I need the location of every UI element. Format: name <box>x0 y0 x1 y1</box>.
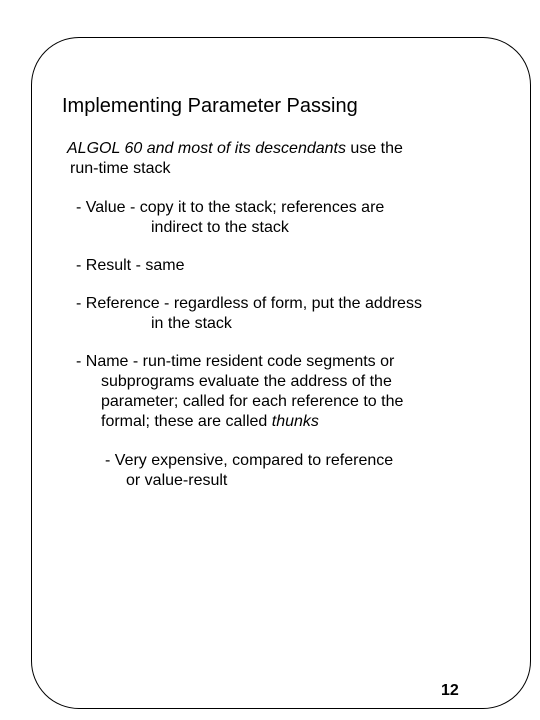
bullet-value-line-2: indirect to the stack <box>151 219 289 236</box>
bullet-value-line-1: - Value - copy it to the stack; references are <box>76 199 385 216</box>
bullet-name-line-2: subprograms evaluate the address of the <box>101 373 392 390</box>
bullet-name-line-4-text: formal; these are called <box>101 413 272 430</box>
intro-italic-text: ALGOL 60 and most of its descendants <box>67 140 346 157</box>
thunks-term: thunks <box>271 413 319 430</box>
sub-bullet-line-2: or value-result <box>126 472 228 489</box>
intro-paragraph <box>67 139 403 179</box>
slide-title: Implementing Parameter Passing <box>62 95 358 117</box>
sub-bullet-line-1: - Very expensive, compared to reference <box>105 452 394 469</box>
bullet-name <box>76 352 403 432</box>
sub-bullet-expensive <box>105 451 393 491</box>
bullet-name-line-3: parameter; called for each reference to the <box>101 393 404 410</box>
bullet-name-line-1: - Name - run-time resident code segments or <box>76 353 395 370</box>
intro-line-1 <box>67 139 403 159</box>
bullet-value <box>76 198 384 238</box>
bullet-result-line-1: - Result - same <box>76 257 185 274</box>
intro-line-2: run-time stack <box>70 160 171 177</box>
bullet-reference <box>76 294 422 334</box>
bullet-name-line-4 <box>76 412 403 432</box>
intro-rest-text: use the <box>345 140 403 157</box>
bullet-result <box>76 256 184 276</box>
page-number: 12 <box>441 682 459 699</box>
bullet-reference-line-2: in the stack <box>151 315 232 332</box>
bullet-reference-line-1: - Reference - regardless of form, put the address <box>76 295 422 312</box>
